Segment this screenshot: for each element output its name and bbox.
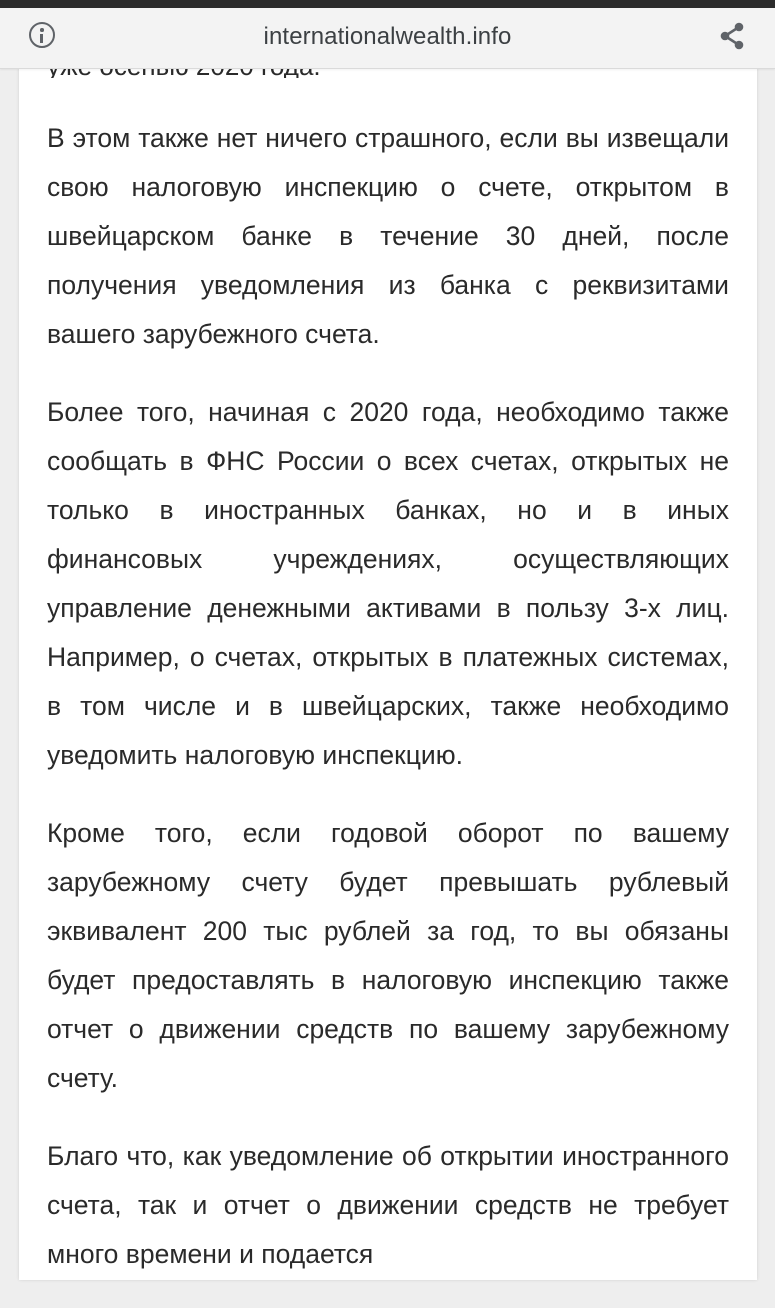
status-strip (0, 0, 775, 8)
browser-url-bar (0, 8, 775, 69)
article-paragraph-3: Кроме того, если годовой оборот по вашему зарубежному счету будет превышать рублевый эквивалент 200 тыс рублей за год, то вы обязаны будет предоставлять в налоговую инспекцию также отчет о движении средств по вашему зарубежному счету. (47, 818, 729, 1093)
article-body (47, 114, 729, 1308)
article-paragraph-4: Благо что, как уведомление об открытии иностранного счета, так и отчет о движении средств не требует много времени и подается (47, 1141, 729, 1269)
article-paragraph-1: В этом также нет ничего страшного, если вы извещали свою налоговую инспекцию о счете, открытом в швейцарском банке в течение 30 дней, после получения уведомления из банка с реквизитами вашего зарубежного счета. (47, 123, 729, 349)
share-icon[interactable] (716, 20, 748, 52)
url-text[interactable]: internationalwealth.info (263, 23, 512, 50)
article-paragraph-2: Более того, начиная с 2020 года, необходимо также сообщать в ФНС России о всех счетах, открытых не только в иностранных банках, но и в иных финансовых учреждениях, осуществляющих управление денежными активами в пользу 3-х лиц. Например, о счетах, открытых в платежных системах, в том числе и в швейцарских, также необходимо уведомить налоговую инспекцию. (47, 397, 729, 770)
